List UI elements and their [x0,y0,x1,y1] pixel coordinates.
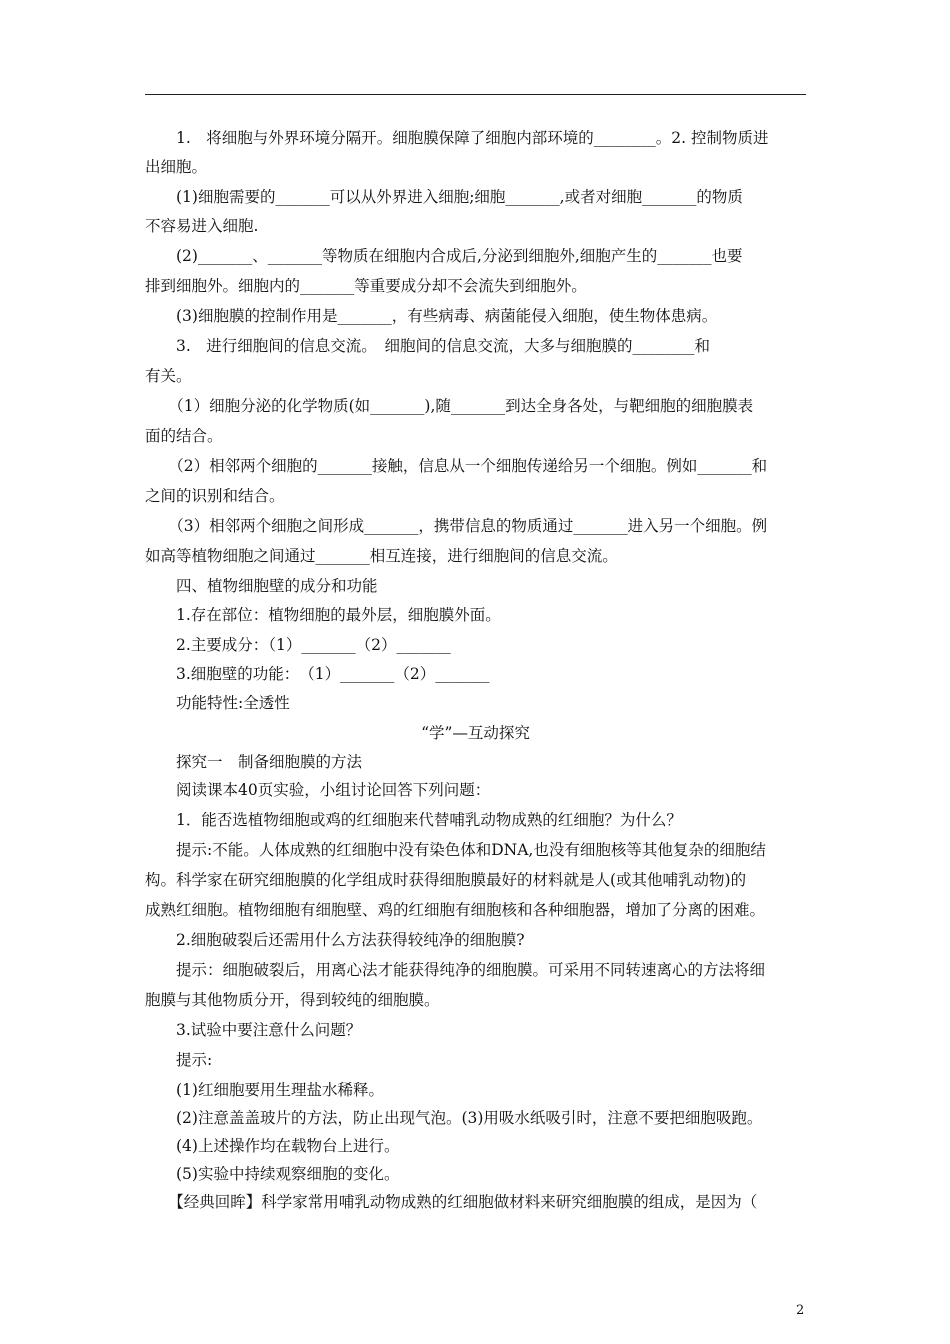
text-line: （3）相邻两个细胞之间形成_______，携带信息的物质通过_______进入另一个细胞。例 [145,517,768,535]
question-line: 1．能否选植物细胞或鸡的红细胞来代替哺乳动物成熟的红细胞？为什么？ [145,811,682,829]
text-line: 1.存在部位：植物细胞的最外层，细胞膜外面。 [145,606,501,624]
text-line: 2.主要成分：（1）_______（2）_______ [145,636,451,654]
header-rule [145,94,806,95]
text-line: 提示:不能。人体成熟的红细胞中没有染色体和DNA,也没有细胞核等其他复杂的细胞结 [145,841,766,859]
text-line: 胞膜与其他物质分开，得到较纯的细胞膜。 [145,991,440,1009]
text-line: 【经典回眸】科学家常用哺乳动物成熟的红细胞做材料来研究细胞膜的组成，是因为（ [145,1193,758,1211]
question-line: 3.试验中要注意什么问题？ [145,1021,362,1039]
text-line: 出细胞。 [145,158,208,176]
text-line: 排到细胞外。细胞内的_______等重要成分却不会流失到细胞外。 [145,277,587,295]
page-number: 2 [796,1303,805,1318]
text-line: 之间的识别和结合。 [145,487,285,505]
section-title: “学”—互动探究 [421,724,530,742]
text-line: 探究一 制备细胞膜的方法 [145,753,363,771]
text-line: 如高等植物细胞之间通过_______相互连接，进行细胞间的信息交流。 [145,547,618,565]
text-line: 提示：细胞破裂后，用离心法才能获得纯净的细胞膜。可采用不同转速离心的方法将细 [145,961,766,979]
text-line: (2)_______、_______等物质在细胞内合成后,分泌到细胞外,细胞产生的_______也要 [145,247,743,265]
section-heading: 四、植物细胞壁的成分和功能 [145,577,378,595]
text-line: 3. 进行细胞间的信息交流。 细胞间的信息交流，大多与细胞膜的________和 [145,337,711,355]
text-line: 面的结合。 [145,427,223,445]
text-line: 不容易进入细胞. [145,217,259,235]
text-line: 提示: [145,1051,213,1069]
text-line: 构。科学家在研究细胞膜的化学组成时获得细胞膜最好的材料就是人(或其他哺乳动物)的 [145,871,747,889]
text-line: (1)细胞需要的_______可以从外界进入细胞;细胞_______,或者对细胞_______的物质 [145,188,743,206]
text-line: 成熟红细胞。植物细胞有细胞壁、鸡的红细胞有细胞核和各种细胞器，增加了分离的困难。 [145,901,766,919]
text-line: 阅读课本40页实验，小组讨论回答下列问题： [145,781,491,799]
text-line: (5)实验中持续观察细胞的变化。 [145,1165,400,1183]
text-line: 3.细胞壁的功能： （1）_______（2）_______ [145,665,490,683]
text-line: 有关。 [145,367,192,385]
question-line: 2.细胞破裂后还需用什么方法获得较纯净的细胞膜? [145,931,525,949]
text-line: (4)上述操作均在载物台上进行。 [145,1137,400,1155]
text-line: （2）相邻两个细胞的_______接触，信息从一个细胞传递给另一个细胞。例如_______和 [145,457,768,475]
text-line: 功能特性:全透性 [145,694,290,712]
text-line: (2)注意盖盖玻片的方法，防止出现气泡。(3)用吸水纸吸引时，注意不要把细胞吸跑。 [145,1109,763,1127]
text-line: (1)红细胞要用生理盐水稀释。 [145,1081,384,1099]
text-line: 1. 将细胞与外界环境分隔开。细胞膜保障了细胞内部环境的________。2. 控制物质进 [145,129,769,147]
text-line: (3)细胞膜的控制作用是_______，有些病毒、病菌能侵入细胞，使生物体患病。 [145,307,718,325]
text-line: （1）细胞分泌的化学物质(如_______),随_______到达全身各处，与靶细胞的细胞膜表 [145,397,754,415]
